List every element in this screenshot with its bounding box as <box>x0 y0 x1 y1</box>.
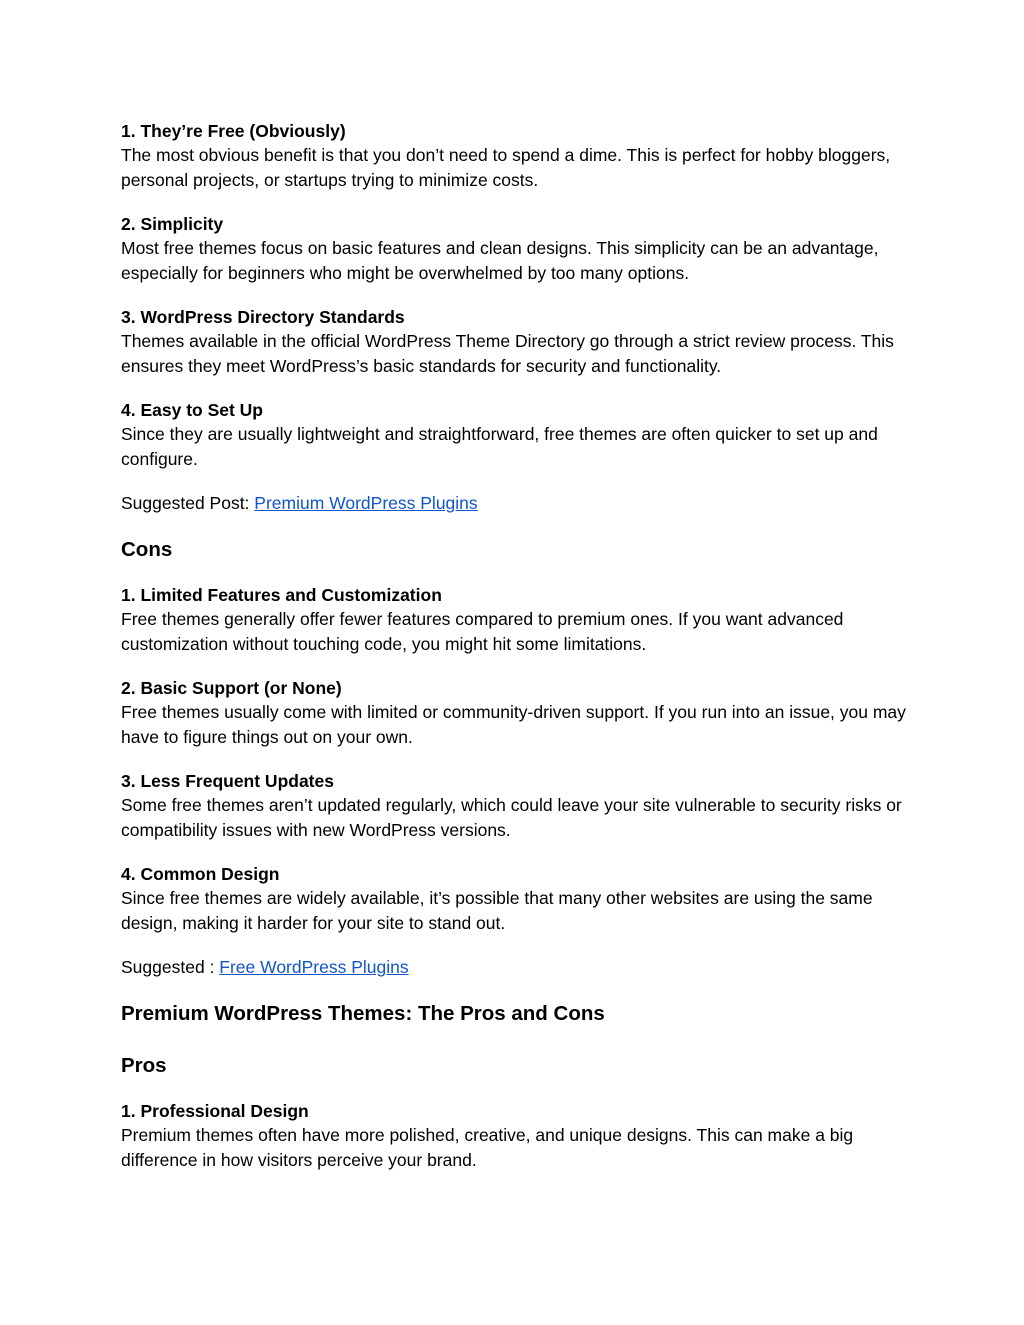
con-item-less-updates <box>121 769 911 842</box>
pro-item-directory-standards <box>121 305 911 378</box>
item-body: Free themes usually come with limited or community-driven support. If you run into an issue, you may have to figure things out on your own. <box>121 702 906 747</box>
item-title: 1. They’re Free (Obviously) <box>121 121 346 141</box>
item-body: The most obvious benefit is that you don’t need to spend a dime. This is perfect for hobby bloggers, personal projects, or startups trying to minimize costs. <box>121 145 891 190</box>
free-plugins-link[interactable]: Free WordPress Plugins <box>219 957 409 977</box>
item-body: Themes available in the official WordPress Theme Directory go through a strict review process. This ensures they meet WordPress’s basic standards for security and functionality. <box>121 331 894 376</box>
item-body: Most free themes focus on basic features and clean designs. This simplicity can be an advantage, especially for beginners who might be overwhelmed by too many options. <box>121 238 879 283</box>
item-body: Since they are usually lightweight and straightforward, free themes are often quicker to set up and configure. <box>121 424 878 469</box>
con-item-limited-features <box>121 583 911 656</box>
suggested-post <box>121 955 911 979</box>
pro-item-easy-setup <box>121 398 911 471</box>
pro-item-professional-design <box>121 1099 911 1172</box>
item-title: 2. Basic Support (or None) <box>121 678 342 698</box>
item-body: Since free themes are widely available, it’s possible that many other websites are using the same design, making it harder for your site to stand out. <box>121 888 873 933</box>
suggested-prefix: Suggested : <box>121 957 220 977</box>
con-item-basic-support <box>121 676 911 749</box>
item-title: 1. Limited Features and Customization <box>121 585 442 605</box>
con-item-common-design <box>121 862 911 935</box>
suggested-prefix: Suggested Post: <box>121 493 255 513</box>
item-title: 4. Common Design <box>121 864 280 884</box>
premium-section-heading: Premium WordPress Themes: The Pros and Cons <box>121 1002 605 1025</box>
item-body: Some free themes aren’t updated regularly, which could leave your site vulnerable to security risks or compatibility issues with new WordPress versions. <box>121 795 902 840</box>
item-title: 3. Less Frequent Updates <box>121 771 334 791</box>
pro-item-free <box>121 119 911 192</box>
pro-item-simplicity <box>121 212 911 285</box>
document-page <box>121 119 911 1192</box>
item-title: 1. Professional Design <box>121 1101 309 1121</box>
item-title: 4. Easy to Set Up <box>121 400 263 420</box>
premium-plugins-link[interactable]: Premium WordPress Plugins <box>254 493 478 513</box>
item-title: 3. WordPress Directory Standards <box>121 307 405 327</box>
item-body: Free themes generally offer fewer features compared to premium ones. If you want advanced customization without touching code, you might hit some limitations. <box>121 609 844 654</box>
cons-heading: Cons <box>121 538 173 561</box>
suggested-post <box>121 491 911 515</box>
item-body: Premium themes often have more polished, creative, and unique designs. This can make a big difference in how visitors perceive your brand. <box>121 1125 854 1170</box>
item-title: 2. Simplicity <box>121 214 224 234</box>
pros-heading: Pros <box>121 1054 167 1077</box>
